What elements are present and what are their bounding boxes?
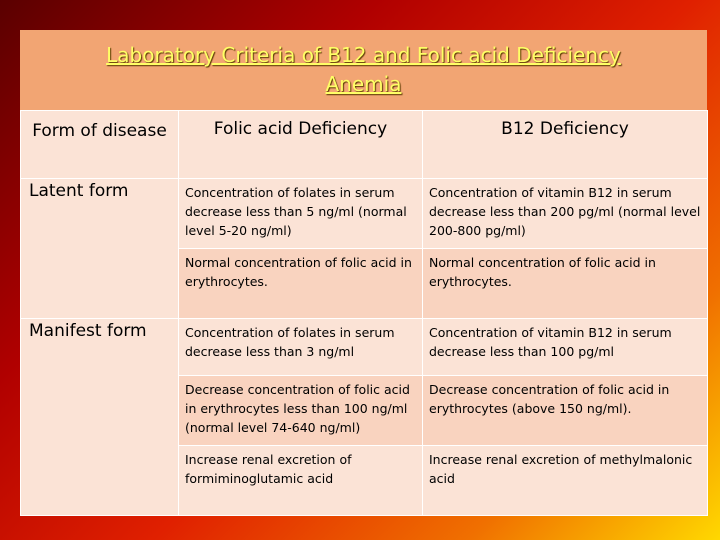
title-line-2: Anemia [325,72,402,96]
title-line-1: Laboratory Criteria of B12 and Folic acid Deficiency [106,43,621,67]
table-cell: Concentration of vitamin B12 in serum decrease less than 200 pg/ml (normal level 200-800 pg/ml) [423,179,708,249]
row-label-manifest: Manifest form [21,319,179,516]
table-row [21,319,708,376]
criteria-table [20,110,708,516]
table-cell: Normal concentration of folic acid in erythrocytes. [423,249,708,319]
table-row [21,179,708,249]
header-folic-deficiency: Folic acid Deficiency [179,111,423,179]
table-cell: Concentration of folates in serum decrease less than 3 ng/ml [179,319,423,376]
table-cell: Concentration of folates in serum decrease less than 5 ng/ml (normal level 5-20 ng/ml) [179,179,423,249]
table-cell: Decrease concentration of folic acid in erythrocytes (above 150 ng/ml). [423,376,708,446]
table-header-row [21,111,708,179]
header-form-of-disease: Form of disease [21,111,179,179]
table-cell: Increase renal excretion of methylmalonic acid [423,446,708,516]
table-cell: Concentration of vitamin B12 in serum decrease less than 100 pg/ml [423,319,708,376]
table-cell: Normal concentration of folic acid in erythrocytes. [179,249,423,319]
table-cell: Increase renal excretion of formiminoglutamic acid [179,446,423,516]
row-label-latent: Latent form [21,179,179,319]
header-b12-deficiency: B12 Deficiency [423,111,708,179]
table-cell: Decrease concentration of folic acid in erythrocytes less than 100 ng/ml (normal level 74-640 ng/ml) [179,376,423,446]
slide-frame [20,30,707,510]
slide-title [20,30,707,110]
